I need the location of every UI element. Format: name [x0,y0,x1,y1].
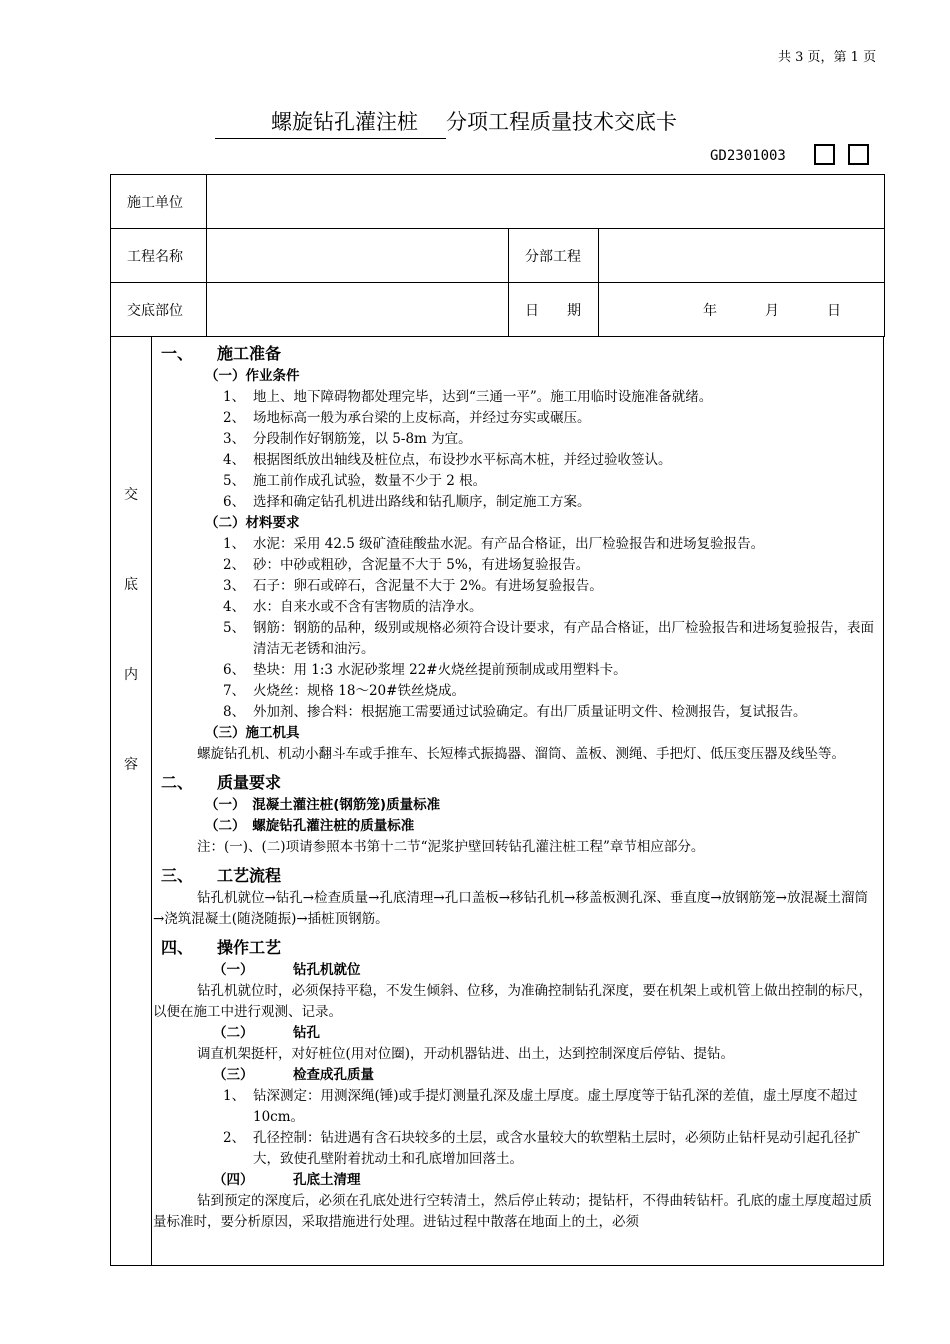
content-box [110,336,884,1266]
section-heading: 三、 工艺流程 [161,866,282,885]
list-item: 4、 水：自来水或不含有害物质的洁净水。 [223,599,483,615]
page-title [215,106,677,139]
header-table [110,174,885,337]
subsection-heading: （四） 孔底土清理 [213,1172,361,1188]
date-label: 日 期 [509,283,599,337]
subsection-heading: （二） 钻孔 [213,1025,320,1041]
section-heading: 四、 操作工艺 [161,938,282,957]
side-label-char: 内 [124,667,138,683]
list-item: 3、 石子：卵石或碎石，含泥量不大于 2%。有进场复验报告。 [223,578,603,594]
subsection-heading: （二）材料要求 [205,515,300,531]
side-label-char: 底 [124,577,138,593]
subsection-heading: （一） 钻孔机就位 [213,962,361,978]
list-item: 1、 水泥：采用 42.5 级矿渣硅酸盐水泥。有产品合格证，出厂检验报告和进场复验报告。 [223,536,765,552]
project-value [207,229,509,283]
list-item: 6、 选择和确定钻孔机进出路线和钻孔顺序，制定施工方案。 [223,494,591,510]
page-number: 共 3 页，第 1 页 [778,50,877,65]
list-item: 1、 地上、地下障碍物都处理完毕，达到“三通一平”。施工用临时设施准备就绪。 [223,389,713,405]
paragraph: 螺旋钻孔机、机动小翻斗车或手推车、长短棒式振捣器、溜筒、盖板、测绳、手把灯、低压变压器及线坠等。 [197,746,845,762]
paragraph: 钻到预定的深度后，必须在孔底处进行空转清土，然后停止转动；提钻杆，不得曲转钻杆。孔底的虚土厚度超过质量标准时，要分析原因，采取措施进行处理。进钻过程中散落在地面上的土，必须 [153,1193,872,1230]
list-item: 5、 施工前作成孔试验，数量不少于 2 根。 [223,473,487,489]
part-label: 交底部位 [111,283,207,337]
row-construction-unit [111,175,885,229]
document-code: GD2301003 [710,148,786,164]
checkbox-square-2 [848,144,869,165]
content-text [153,342,878,1233]
title-subject: 螺旋钻孔灌注桩 [215,106,446,139]
date-day: 日 [827,302,841,319]
subsection-heading: （三）施工机具 [205,725,300,741]
list-item: 7、 火烧丝：规格 18～20#铁丝烧成。 [223,683,465,699]
section-heading: 一、 施工准备 [161,344,282,363]
list-item: 1、 钻深测定：用测深绳(锤)或手提灯测量孔深及虚土厚度。虚土厚度等于钻孔深的差值，虚土厚度不超过10cm。 [223,1088,858,1125]
side-label-char: 容 [124,757,138,773]
title-suffix: 分项工程质量技术交底卡 [446,110,677,134]
subsection-heading: （三） 检查成孔质量 [213,1067,374,1083]
row-part [111,283,885,337]
paragraph: 钻孔机就位→钻孔→检查质量→孔底清理→孔口盖板→移钻孔机→移盖板测孔深、垂直度→放钢筋笼→放混凝土溜筒→浇筑混凝土(随浇随振)→插桩顶钢筋。 [153,890,868,927]
list-item: 4、 根据图纸放出轴线及桩位点，布设抄水平标高木桩，并经过验收签认。 [223,452,672,468]
paragraph: 钻孔机就位时，必须保持平稳，不发生倾斜、位移，为准确控制钻孔深度，要在机架上或机管上做出控制的标尺，以便在施工中进行观测、记录。 [153,983,872,1020]
list-item: 2、 孔径控制：钻进遇有含石块较多的土层，或含水量较大的软塑粘土层时，必须防止钻杆晃动引起孔径扩大，致使孔壁附着扰动土和孔底增加回落土。 [223,1130,861,1167]
unit-label: 施工单位 [111,175,207,229]
subsection-heading: （一） 混凝土灌注桩(钢筋笼)质量标准 [205,797,441,813]
part-value [207,283,509,337]
paragraph: 注：(一)、(二)项请参照本书第十二节“泥浆护壁回转钻孔灌注桩工程”章节相应部分。 [197,839,705,855]
date-year: 年 [703,302,717,319]
checkbox-square-1 [814,144,835,165]
list-item: 6、 垫块：用 1:3 水泥砂浆埋 22#火烧丝提前预制成或用塑料卡。 [223,662,627,678]
subsection-heading: （一）作业条件 [205,368,300,384]
unit-value [207,175,885,229]
list-item: 8、 外加剂、掺合料：根据施工需要通过试验确定。有出厂质量证明文件、检测报告，复试报告。 [223,704,807,720]
project-label: 工程名称 [111,229,207,283]
date-month: 月 [765,302,779,319]
row-project-name [111,229,885,283]
list-item: 2、 场地标高一般为承台梁的上皮标高，并经过夯实或碾压。 [223,410,591,426]
date-value [599,283,885,337]
subproject-label: 分部工程 [509,229,599,283]
list-item: 5、 钢筋：钢筋的品种，级别或规格必须符合设计要求，有产品合格证，出厂检验报告和进场复验报告，表面清洁无老锈和油污。 [223,620,874,657]
paragraph: 调直机架挺杆，对好桩位(用对位圈)，开动机器钻进、出土，达到控制深度后停钻、提钻。 [197,1046,735,1062]
subproject-value [599,229,885,283]
subsection-heading: （二） 螺旋钻孔灌注桩的质量标准 [205,818,415,834]
list-item: 3、 分段制作好钢筋笼，以 5-8m 为宜。 [223,431,472,447]
list-item: 2、 砂：中砂或粗砂，含泥量不大于 5%，有进场复验报告。 [223,557,590,573]
side-label-column [111,336,152,1265]
section-heading: 二、 质量要求 [161,773,282,792]
side-label-char: 交 [124,487,138,503]
